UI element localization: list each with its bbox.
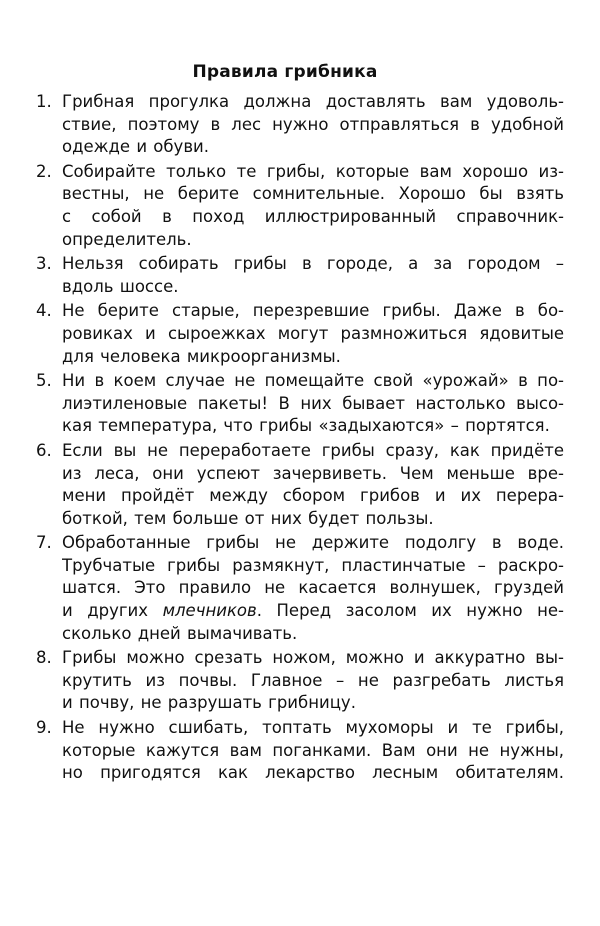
rule-line: мени пройдёт между сбором грибов и их перера- <box>62 486 564 506</box>
rule-line: шатся. Это правило не касается волнушек, груздей <box>62 578 564 598</box>
rule-line: кая температура, что грибы «задыхаются» – портятся. <box>62 416 550 436</box>
rule-line: Обработанные грибы не держите подолгу в воде. <box>62 533 564 553</box>
rule-line: и почву, не разрушать грибницу. <box>62 693 356 713</box>
rule-line: с собой в поход иллюстрированный справочник- <box>62 206 564 226</box>
rule-line: Собирайте только те грибы, которые вам хорошо из- <box>62 161 564 181</box>
rule-number: 3. <box>36 254 52 274</box>
rule-number: 6. <box>36 440 52 460</box>
rule-number: 1. <box>36 92 52 111</box>
rule-line: для человека микроорганизмы. <box>62 346 341 366</box>
rule-line: боткой, тем больше от них будет пользы. <box>62 508 434 528</box>
rule-number: 4. <box>36 301 52 321</box>
rule-number: 7. <box>36 533 52 553</box>
rule-text: . Перед засолом их нужно не- <box>256 601 564 621</box>
rule-line: лиэтиленовые пакеты! В них бывает настолько высо- <box>62 393 564 413</box>
rule-line: Трубчатые грибы размякнут, пластинчатые – раскро- <box>62 555 564 575</box>
page-title: Правила грибника <box>192 62 378 82</box>
italic-term: млечников <box>162 601 257 621</box>
rule-line: сколько дней вымачивать. <box>62 623 298 643</box>
rule-line: которые кажутся вам поганками. Вам они не нужны, <box>62 740 564 760</box>
rule-line-with-italic <box>62 600 564 623</box>
rule-item-4 <box>36 300 564 368</box>
rule-line: вестны, не берите сомнительные. Хорошо бы взять <box>62 184 564 204</box>
rule-line: Не нужно сшибать, топтать мухоморы и те грибы, <box>62 718 564 738</box>
rule-item-8 <box>36 647 564 715</box>
rule-line: Ни в коем случае не помещайте свой «урожай» в по- <box>62 371 564 391</box>
rule-item-5 <box>36 370 564 438</box>
rule-item-7 <box>36 532 564 645</box>
rule-line: Грибы можно срезать ножом, можно и аккуратно вы- <box>62 648 564 668</box>
rule-line: вдоль шоссе. <box>62 276 179 296</box>
rule-item-3 <box>36 253 564 298</box>
rule-line: ровиках и сыроежках могут размножиться ядовитые <box>62 323 564 343</box>
rule-number: 8. <box>36 648 52 668</box>
rule-line: из леса, они успеют зачервиветь. Чем меньше вре- <box>62 463 564 483</box>
rule-line: одежде и обуви. <box>62 137 210 157</box>
rule-item-2 <box>36 161 564 251</box>
rule-number: 5. <box>36 371 52 391</box>
rule-line: Грибная прогулка должна доставлять вам удоволь- <box>62 92 564 111</box>
rule-line: Не берите старые, перезревшие грибы. Даже в бо- <box>62 301 564 321</box>
rule-item-6 <box>36 440 564 530</box>
rule-line: определитель. <box>62 229 192 249</box>
rule-text: и других <box>62 601 163 621</box>
rule-item-1 <box>36 91 564 159</box>
rule-number: 2. <box>36 161 52 181</box>
rule-line: ствие, поэтому в лес нужно отправляться в удобной <box>62 114 564 134</box>
rule-line: крутить из почвы. Главное – не разгребать листья <box>62 670 564 690</box>
rule-number: 9. <box>36 718 52 738</box>
rule-line: Нельзя собирать грибы в городе, а за городом – <box>62 254 564 274</box>
rules-list <box>36 91 564 787</box>
rule-item-9 <box>36 717 564 785</box>
rule-line: но пригодятся как лекарство лесным обитателям. <box>62 763 564 783</box>
rule-line: Если вы не переработаете грибы сразу, как придёте <box>62 440 564 460</box>
